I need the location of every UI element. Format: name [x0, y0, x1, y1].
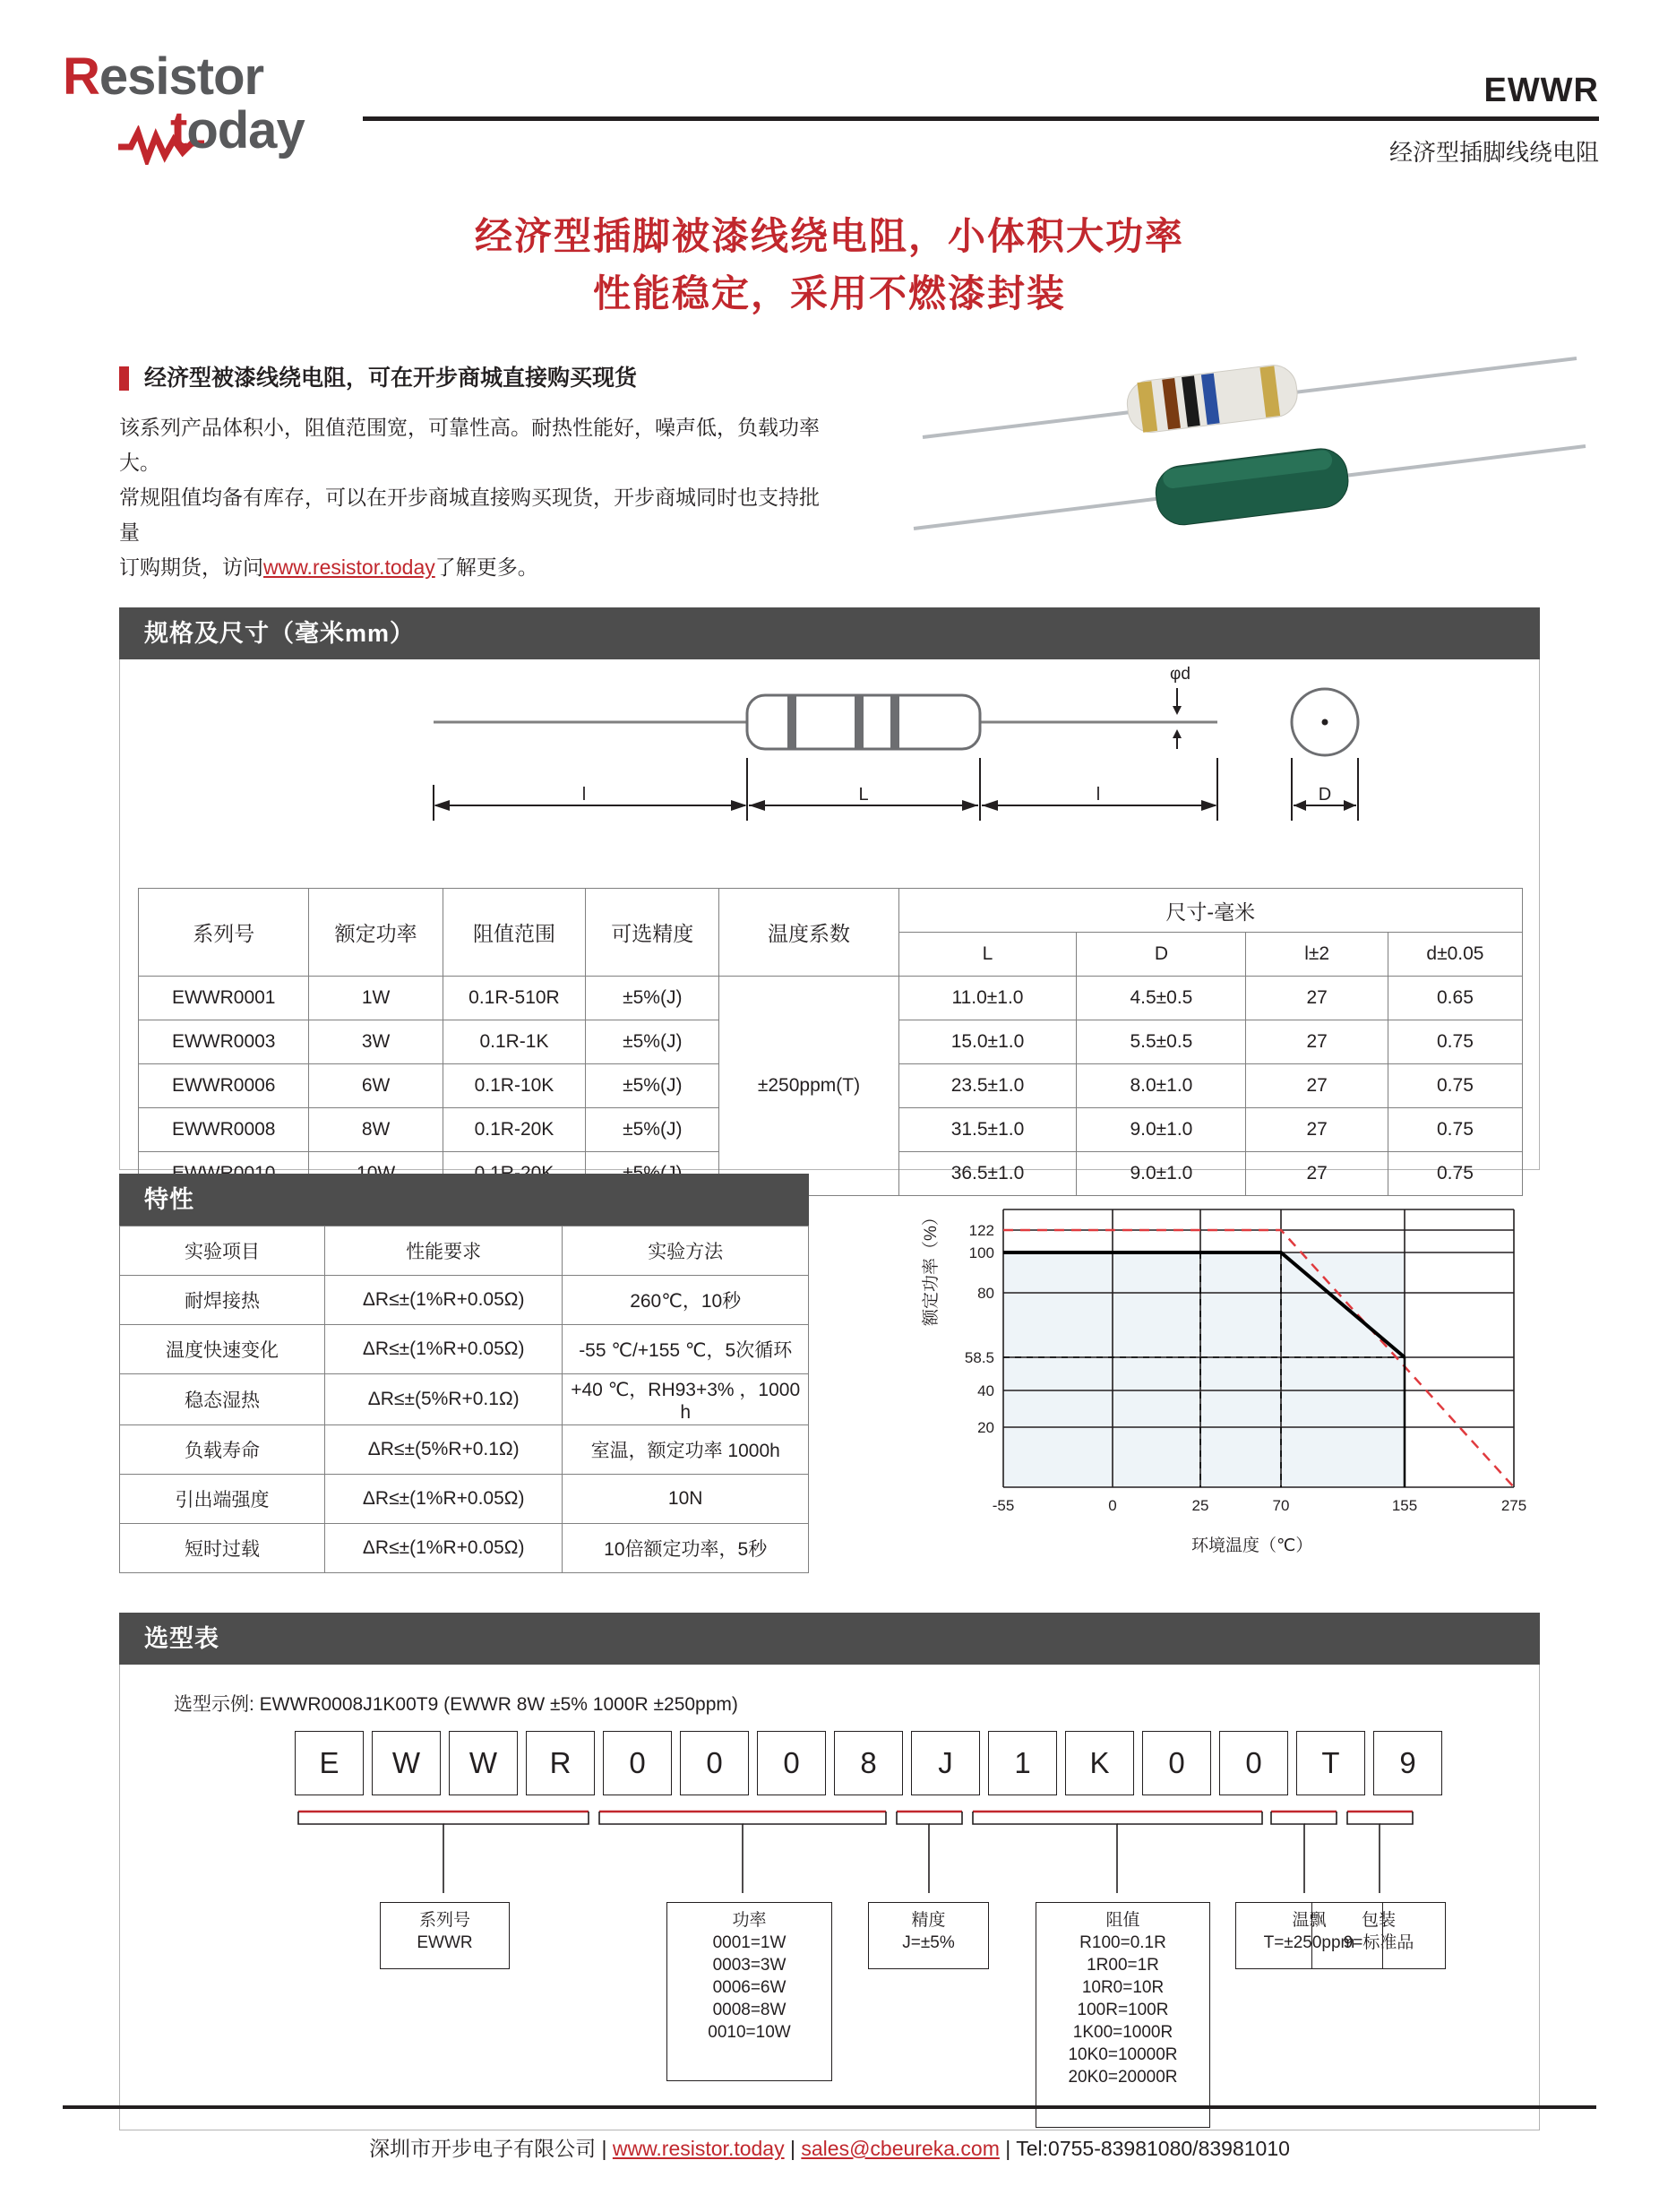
cell-tolerance: ±5%(J) — [586, 1108, 719, 1152]
product-photo-illustration — [896, 340, 1603, 555]
chart-y-axis-label: 额定功率（%） — [922, 1209, 941, 1326]
chart-ytick-40: 40 — [977, 1382, 994, 1399]
code-char: T — [1296, 1731, 1365, 1795]
cell-l: 27 — [1246, 1108, 1388, 1152]
chart-xtick-0: 0 — [1108, 1497, 1117, 1514]
logo-text-rest: esistor — [99, 47, 264, 106]
spec-header-series: 系列号 — [139, 889, 309, 977]
spec-header-range: 阻值范围 — [443, 889, 585, 977]
table-row — [120, 1325, 809, 1374]
cell-item: 负载寿命 — [120, 1425, 325, 1475]
legend-packaging-title: 包装 — [1361, 1911, 1396, 1930]
code-char: J — [911, 1731, 980, 1795]
footer-sep-3: | — [1005, 2137, 1011, 2160]
page-header — [0, 0, 1659, 193]
dimension-drawing — [120, 659, 1541, 883]
brand-logo — [63, 47, 358, 159]
cell-d: 0.75 — [1388, 1020, 1522, 1064]
derating-chart — [923, 1192, 1568, 1559]
cell-power: 8W — [309, 1108, 443, 1152]
legend-packaging-line: 9=标准品 — [1343, 1933, 1414, 1952]
logo-text-today — [170, 100, 305, 160]
legend-power-line: 0006=6W — [712, 1978, 787, 1997]
cell-method: 10倍额定功率，5秒 — [563, 1524, 809, 1573]
intro-block — [119, 363, 836, 585]
legend-resistance-line: 20K0=20000R — [1068, 2068, 1178, 2087]
svg-text:l: l — [581, 785, 587, 805]
cell-series: EWWR0001 — [139, 977, 309, 1020]
spec-header-l: l±2 — [1246, 933, 1388, 977]
chart-ytick-100: 100 — [968, 1244, 994, 1261]
char-header-item: 实验项目 — [120, 1226, 325, 1276]
cell-method: 室温，额定功率 1000h — [563, 1425, 809, 1475]
chart-ytick-58.5: 58.5 — [964, 1349, 994, 1366]
cell-range: 0.1R-10K — [443, 1064, 585, 1108]
code-char: 0 — [757, 1731, 826, 1795]
intro-body-line-3-pre: 订购期货，访问 — [119, 555, 263, 579]
chart-x-axis-label: 环境温度（℃） — [1191, 1536, 1313, 1555]
footer-sep-1: | — [601, 2137, 607, 2160]
footer-sep-2: | — [790, 2137, 795, 2160]
code-char: 1 — [988, 1731, 1057, 1795]
intro-heading-text: 经济型被漆线绕电阻，可在开步商城直接购买现货 — [144, 366, 638, 391]
cell-L: 15.0±1.0 — [898, 1020, 1077, 1064]
cell-D: 9.0±1.0 — [1077, 1108, 1246, 1152]
chart-ytick-20: 20 — [977, 1419, 994, 1436]
cell-d: 0.75 — [1388, 1108, 1522, 1152]
cell-item: 短时过载 — [120, 1524, 325, 1573]
spec-header-tolerance: 可选精度 — [586, 889, 719, 977]
cell-l: 27 — [1246, 1152, 1388, 1196]
logo-text-t: t — [170, 101, 187, 159]
code-char: 0 — [680, 1731, 749, 1795]
logo-text-resistor: Resistor — [63, 47, 264, 106]
legend-resistance-line: 10R0=10R — [1081, 1978, 1165, 1997]
code-char: 0 — [1142, 1731, 1211, 1795]
hero-line-2: 性能稳定，采用不燃漆封装 — [592, 272, 1066, 314]
characteristics-body — [119, 1226, 809, 1573]
cell-series: EWWR0006 — [139, 1064, 309, 1108]
cell-l: 27 — [1246, 1020, 1388, 1064]
legend-tolerance — [868, 1902, 989, 1969]
chart-ytick-80: 80 — [977, 1285, 994, 1302]
cell-D: 4.5±0.5 — [1077, 977, 1246, 1020]
chart-ytick-122: 122 — [968, 1222, 994, 1239]
cell-power: 3W — [309, 1020, 443, 1064]
cell-item: 稳态湿热 — [120, 1374, 325, 1425]
cell-item: 引出端强度 — [120, 1475, 325, 1524]
char-header-method: 实验方法 — [563, 1226, 809, 1276]
code-char: R — [526, 1731, 595, 1795]
logo-text-oday: oday — [186, 101, 305, 159]
spec-table — [138, 888, 1523, 1196]
cell-L: 11.0±1.0 — [898, 977, 1077, 1020]
code-char: W — [449, 1731, 518, 1795]
bullet-icon — [119, 366, 129, 391]
legend-resistance-line: 1K00=1000R — [1072, 2023, 1173, 2042]
spec-header-d: d±0.05 — [1388, 933, 1522, 977]
footer-divider — [63, 2105, 1596, 2109]
characteristics-table — [119, 1226, 809, 1573]
cell-d: 0.75 — [1388, 1064, 1522, 1108]
footer-tel: Tel:0755-83981080/83981010 — [1016, 2137, 1290, 2160]
cell-requirement: ΔR≤±(1%R+0.05Ω) — [325, 1475, 563, 1524]
cell-L: 36.5±1.0 — [898, 1152, 1077, 1196]
intro-heading — [119, 363, 836, 393]
char-header-requirement: 性能要求 — [325, 1226, 563, 1276]
legend-resistance-line: 100R=100R — [1077, 2001, 1169, 2019]
cell-range: 0.1R-20K — [443, 1108, 585, 1152]
part-number-code-row — [295, 1731, 1450, 1795]
legend-packaging — [1311, 1902, 1446, 1969]
cell-D: 9.0±1.0 — [1077, 1152, 1246, 1196]
legend-series-title: 系列号 — [418, 1911, 470, 1930]
product-photo — [896, 340, 1603, 555]
spec-section-body — [119, 659, 1540, 1183]
legend-power-title: 功率 — [732, 1911, 767, 1930]
svg-text:l: l — [1096, 785, 1101, 805]
selection-section-title: 选型表 — [119, 1613, 1540, 1665]
characteristics-section-title: 特性 — [119, 1174, 809, 1226]
legend-power-line: 0003=3W — [712, 1956, 787, 1975]
cell-requirement: ΔR≤±(1%R+0.05Ω) — [325, 1276, 563, 1325]
spec-section-title: 规格及尺寸（毫米mm） — [119, 607, 1540, 659]
cell-D: 8.0±1.0 — [1077, 1064, 1246, 1108]
cell-tolerance: ±5%(J) — [586, 1020, 719, 1064]
cell-power: 6W — [309, 1064, 443, 1108]
footer-website-link[interactable]: www.resistor.today — [612, 2137, 785, 2160]
legend-power-line: 0008=8W — [712, 2001, 787, 2019]
cell-item: 耐焊接热 — [120, 1276, 325, 1325]
intro-body-line-3 — [119, 550, 836, 585]
code-char: 9 — [1373, 1731, 1442, 1795]
footer-company: 深圳市开步电子有限公司 — [369, 2137, 597, 2160]
table-row — [120, 1524, 809, 1573]
cell-tolerance: ±5%(J) — [586, 977, 719, 1020]
cell-l: 27 — [1246, 977, 1388, 1020]
cell-L: 23.5±1.0 — [898, 1064, 1077, 1108]
legend-series — [380, 1902, 510, 1969]
chart-xtick-70: 70 — [1272, 1497, 1290, 1514]
cell-item: 温度快速变化 — [120, 1325, 325, 1374]
selection-example: 选型示例: EWWR0008J1K00T9 (EWWR 8W ±5% 1000R ±250ppm) — [174, 1694, 738, 1715]
hero-line-1: 经济型插脚被漆线绕电阻，小体积大功率 — [474, 215, 1184, 257]
legend-tolerance-line: J=±5% — [902, 1933, 955, 1952]
cell-requirement: ΔR≤±(1%R+0.05Ω) — [325, 1524, 563, 1573]
code-char: 0 — [603, 1731, 672, 1795]
cell-requirement: ΔR≤±(5%R+0.1Ω) — [325, 1374, 563, 1425]
cell-power: 1W — [309, 977, 443, 1020]
cell-method: -55 ℃/+155 ℃，5次循环 — [563, 1325, 809, 1374]
cell-d: 0.75 — [1388, 1152, 1522, 1196]
chart-xtick-275: 275 — [1500, 1497, 1527, 1514]
chart-xtick--55: -55 — [992, 1497, 1015, 1514]
spec-header-D: D — [1077, 933, 1246, 977]
table-row — [120, 1276, 809, 1325]
cell-tempco: ±250ppm(T) — [719, 977, 898, 1196]
table-row — [120, 1425, 809, 1475]
selection-body — [119, 1665, 1540, 2130]
code-char: 8 — [834, 1731, 903, 1795]
legend-resistance-line: R100=0.1R — [1079, 1933, 1166, 1952]
cell-method: 10N — [563, 1475, 809, 1524]
legend-power-line: 0010=10W — [708, 2023, 791, 2042]
cell-range: 0.1R-510R — [443, 977, 585, 1020]
cell-method: +40 ℃，RH93+3% ，1000 h — [563, 1374, 809, 1425]
legend-power-line: 0001=1W — [712, 1933, 787, 1952]
cell-requirement: ΔR≤±(5%R+0.1Ω) — [325, 1425, 563, 1475]
cell-series: EWWR0008 — [139, 1108, 309, 1152]
page-footer — [0, 2132, 1659, 2162]
legend-series-line: EWWR — [417, 1933, 473, 1952]
code-leader-lines — [295, 1799, 1459, 1902]
header-divider — [363, 116, 1599, 121]
legend-tolerance-title: 精度 — [911, 1911, 946, 1930]
chart-xtick-155: 155 — [1391, 1497, 1418, 1514]
legend-resistance-title: 阻值 — [1105, 1911, 1140, 1930]
cell-L: 31.5±1.0 — [898, 1108, 1077, 1152]
footer-email-link[interactable]: sales@cbeureka.com — [801, 2137, 1000, 2160]
intro-body-line-1: 该系列产品体积小，阻值范围宽，可靠性高。耐热性能好，噪声低，负载功率大。 — [119, 416, 820, 474]
page-subtitle: 经济型插脚线绕电阻 — [1388, 139, 1599, 166]
legend-power — [666, 1902, 832, 2081]
legend-resistance-line: 1R00=1R — [1087, 1956, 1159, 1975]
legend-resistance-line: 10K0=10000R — [1068, 2045, 1178, 2064]
hero-title — [0, 208, 1659, 323]
legend-tempco-line: T=±250ppm — [1263, 1933, 1355, 1952]
cell-method: 260℃，10秒 — [563, 1276, 809, 1325]
cell-requirement: ΔR≤±(1%R+0.05Ω) — [325, 1325, 563, 1374]
cell-D: 5.5±0.5 — [1077, 1020, 1246, 1064]
spec-header-tempco: 温度系数 — [719, 889, 898, 977]
intro-body — [119, 410, 836, 585]
characteristics-header-row — [120, 1226, 809, 1276]
spec-header-L: L — [898, 933, 1077, 977]
cell-range: 0.1R-1K — [443, 1020, 585, 1064]
legend-tempco-title: 温飘 — [1292, 1911, 1327, 1930]
spec-header-power: 额定功率 — [309, 889, 443, 977]
intro-body-line-2: 常规阻值均备有库存，可以在开步商城直接购买现货，开步商城同时也支持批量 — [119, 486, 820, 544]
legend-resistance — [1036, 1902, 1210, 2128]
svg-text:L: L — [858, 785, 869, 805]
table-row — [139, 977, 1523, 1020]
code-char: K — [1065, 1731, 1134, 1795]
cell-tolerance: ±5%(J) — [586, 1064, 719, 1108]
svg-text:D: D — [1318, 785, 1332, 805]
page-title: EWWR — [1483, 72, 1599, 109]
cell-d: 0.65 — [1388, 977, 1522, 1020]
spec-table-header-row — [139, 889, 1523, 933]
cell-l: 27 — [1246, 1064, 1388, 1108]
derating-chart-svg — [923, 1192, 1568, 1559]
table-row — [120, 1374, 809, 1425]
svg-text:φd: φd — [1170, 665, 1191, 684]
spec-header-dims: 尺寸-毫米 — [898, 889, 1523, 933]
table-row — [120, 1475, 809, 1524]
chart-xtick-25: 25 — [1191, 1497, 1209, 1514]
cell-series: EWWR0003 — [139, 1020, 309, 1064]
code-char: 0 — [1219, 1731, 1288, 1795]
intro-body-line-3-post: 了解更多。 — [434, 555, 538, 579]
code-char: W — [372, 1731, 441, 1795]
website-link[interactable]: www.resistor.today — [263, 555, 435, 579]
code-char: E — [295, 1731, 364, 1795]
